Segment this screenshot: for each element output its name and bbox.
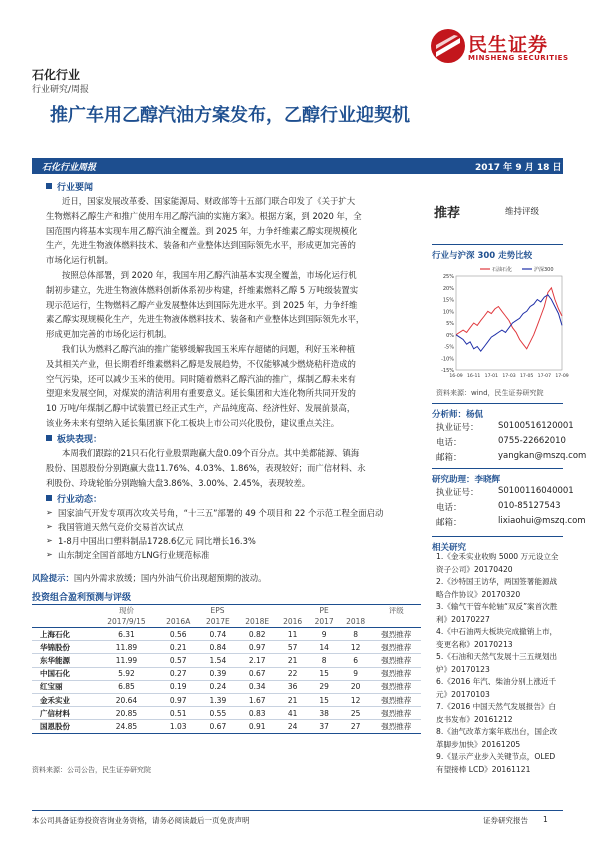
news-paragraph-1: [46, 194, 416, 268]
y-tick-label: 5%: [446, 321, 454, 327]
square-bullet-icon: [46, 183, 52, 189]
contact-label: 执业证号：: [436, 488, 479, 498]
text-line: 空气污染，还可以减少玉米的使用。同时随着燃料乙醇汽油的推广，煤制乙醇未来有: [46, 373, 356, 384]
rating: 推荐: [434, 206, 461, 221]
brand-name: 民生证券: [468, 34, 549, 56]
table-cell: 9: [340, 667, 372, 680]
rating-note: 维持评级: [505, 207, 540, 217]
table-subheader: [371, 616, 421, 628]
company-name: 东华能源: [32, 654, 95, 667]
table-cell: 0.97: [158, 693, 198, 706]
text-line: 我们认为燃料乙醇汽油的推广能够缓解我国玉米库存超储的问题，利好玉米种植: [62, 344, 356, 354]
related-report-link[interactable]: 3.《输气干管车轮轴“双反”案首次胜利》20170227: [436, 602, 558, 624]
text-line: 按照总体部署，到 2020 年，我国车用乙醇汽油基本实现全覆盖，市场化运行机: [62, 270, 357, 280]
event-text: 我国管道天然气竞价交易首次试点: [58, 522, 184, 532]
footer-divider: [32, 810, 563, 811]
table-cell: 24: [277, 720, 309, 733]
table-cell: 强烈推荐: [371, 680, 421, 693]
table-subheader: 2017: [308, 616, 340, 628]
table-cell: 9: [308, 628, 340, 641]
arrow-bullet-icon: ➢: [46, 536, 53, 545]
report-type: 行业研究/周报: [32, 85, 90, 95]
table-header-blank: [32, 605, 95, 617]
table-cell: 2.17: [238, 654, 277, 667]
table-cell: 0.21: [158, 641, 198, 654]
events-heading: 行业动态：: [46, 492, 102, 505]
text-line: 股份、国恩股份分别跑赢大盘11.76%、4.03%、1.86%，表现较好；而广信材料、永: [46, 462, 366, 473]
table-cell: 强烈推荐: [371, 641, 421, 654]
y-tick-label: 10%: [442, 309, 454, 316]
company-name: 上海石化: [32, 628, 95, 641]
text-line: 利股份、玲珑轮胎分别跑输大盘3.86%、3.00%、2.45%，表现较差。: [46, 477, 311, 488]
table-cell: 15: [308, 667, 340, 680]
table-cell: 1.39: [198, 693, 237, 706]
table-cell: 0.82: [238, 628, 277, 641]
series-line-2: [456, 295, 562, 351]
disclaimer-link: 本公司具备证券投资咨询业务资格，请务必阅读最后一页免责声明: [32, 816, 250, 825]
text-line: 近日，国家发展改革委、国家能源局、财政部等十五部门联合印发了《关于扩大: [62, 196, 356, 206]
text-line: 市场化运行机制。: [46, 255, 113, 266]
y-tick-label: 15%: [442, 297, 454, 304]
table-subheader: 2016A: [158, 616, 198, 628]
table-header-pe: PE: [277, 605, 372, 617]
contact-row: [436, 501, 562, 516]
table-cell: 11.89: [95, 641, 159, 654]
table-cell: 38: [308, 707, 340, 720]
related-report-link[interactable]: 8.《油气改革方案年底出台，国企改革脚步加快》20161205: [436, 727, 558, 749]
text-line: 素乙醇实现规模化生产，先进生物液体燃料技术、装备和产业整体达到国际领先水平，: [46, 314, 365, 325]
sector-paragraph: [46, 446, 416, 490]
table-header-price: 现价: [95, 605, 159, 617]
bar-report-name: 石化行业周报: [42, 163, 97, 173]
contact-row: [436, 486, 574, 501]
company-name: 华锦股份: [32, 641, 95, 654]
table-cell: 0.97: [238, 641, 277, 654]
event-item: [46, 534, 416, 548]
text-line: 国范围内将基本实现车用乙醇汽油全覆盖。到 2025 年，力争纤维素乙醇实现规模化: [46, 225, 358, 236]
square-bullet-icon: [46, 495, 52, 501]
trend-chart: [430, 262, 569, 385]
minsheng-logo-icon: [430, 28, 466, 64]
assistant-heading: 研究助理：李晓辉: [432, 468, 563, 485]
y-tick-label: -5%: [444, 344, 454, 351]
risk-note: 风险提示：国内外需求放缓；国内外油气价出现超预期的波动。: [32, 573, 267, 583]
table-row: [32, 720, 421, 733]
x-tick-label: 17-03: [502, 374, 516, 379]
contact-row: [436, 451, 587, 466]
table-cell: 0.67: [238, 667, 277, 680]
arrow-bullet-icon: ➢: [46, 550, 53, 559]
table-cell: 20: [340, 680, 372, 693]
event-text: 1-8月中国出口塑料制品1728.6亿元 同比增长16.3%: [58, 536, 256, 546]
events-list: [46, 506, 416, 562]
text-line: 制初步建立，先进生物液体燃料创新体系初步构建，纤维素燃料乙醇 5 万吨级装置实: [46, 284, 359, 295]
text-line: 望迎来发展空间，对煤炭的清洁利用有重要意义。延长集团和大连化物所共同开发的: [46, 388, 356, 399]
x-tick-label: 17-05: [519, 374, 534, 379]
table-cell: 0.27: [158, 667, 198, 680]
contact-row: [436, 436, 566, 451]
table-row: [32, 693, 421, 706]
assistant-info: [436, 486, 586, 531]
industry-news-heading: 行业要闻: [46, 180, 93, 193]
text-line: 形成更加完善的市场化运行机制。: [46, 329, 172, 340]
related-list: [436, 551, 562, 776]
event-item: [46, 506, 416, 520]
table-cell: 14: [308, 641, 340, 654]
contact-value: 010-85127543: [498, 501, 561, 511]
industry-label: 石化行业: [32, 68, 81, 82]
table-cell: 27: [340, 720, 372, 733]
contact-row: [436, 516, 586, 531]
table-subheader: 2018E: [238, 616, 277, 628]
contact-value: yangkan@mszq.com: [498, 451, 587, 461]
footer-label: 证券研究报告: [483, 816, 528, 825]
table-cell: 21: [277, 654, 309, 667]
table-cell: 22: [277, 667, 309, 680]
table-subheader: 2017E: [198, 616, 237, 628]
table-cell: 25: [340, 707, 372, 720]
contact-value: S0100516120001: [498, 421, 574, 431]
table-row: [32, 667, 421, 680]
table-cell: 0.74: [198, 628, 237, 641]
table-header-rating: 评级: [371, 605, 421, 617]
table-cell: 6: [340, 654, 372, 667]
x-tick-label: 17-07: [537, 374, 552, 379]
table-cell: 24.85: [95, 720, 159, 733]
x-tick-label: 17-09: [555, 374, 569, 379]
table-subheader: 2018: [340, 616, 372, 628]
table-row: [32, 628, 421, 641]
company-name: 国恩股份: [32, 720, 95, 733]
table-cell: 11.99: [95, 654, 159, 667]
event-item: [46, 520, 416, 534]
arrow-bullet-icon: ➢: [46, 508, 53, 517]
table-header-eps: EPS: [158, 605, 277, 617]
analyst-heading: 分析师：杨侃: [432, 403, 563, 420]
table-cell: 0.56: [158, 628, 198, 641]
y-tick-label: -10%: [441, 356, 454, 363]
table-cell: 6.85: [95, 680, 159, 693]
table-row: [32, 680, 421, 693]
table-cell: 0.24: [198, 680, 237, 693]
company-name: 红宝丽: [32, 680, 95, 693]
company-name: 广信材料: [32, 707, 95, 720]
related-report-link[interactable]: 9.《显示产业步入关键节点，OLED 有望接棒 LCD》20161121: [436, 752, 556, 774]
x-tick-label: 16-09: [449, 374, 463, 379]
text-line: 本周我们跟踪的21只石化行业股票跑赢大盘0.09个百分点。其中美都能源、镇海: [62, 448, 360, 458]
table-cell: 0.67: [198, 720, 237, 733]
table-cell: 8: [340, 628, 372, 641]
table-cell: 0.19: [158, 680, 198, 693]
table-cell: 0.57: [158, 654, 198, 667]
table-cell: 57: [277, 641, 309, 654]
related-report-link[interactable]: 7.《2016 中国天然气发展报告》白皮书发布》20161212: [436, 702, 557, 724]
x-tick-label: 16-11: [466, 374, 481, 379]
contact-label: 电话：: [436, 503, 462, 513]
news-paragraph-3: [46, 342, 416, 431]
page-number: 1: [543, 815, 548, 824]
table-subheader: 2016: [277, 616, 309, 628]
legend-label: 石油石化: [492, 267, 513, 273]
table-cell: 1.54: [198, 654, 237, 667]
table-cell: 0.83: [238, 707, 277, 720]
y-tick-label: 0%: [446, 332, 454, 339]
table-cell: 20.64: [95, 693, 159, 706]
table-title: 投资组合盈利预测与评级: [32, 593, 132, 603]
related-report-link[interactable]: 1.《金禾实业收购 5000 万元设立全资子公司》20170420: [436, 552, 559, 574]
table-cell: 强烈推荐: [371, 654, 421, 667]
table-cell: 0.51: [158, 707, 198, 720]
table-cell: 1.67: [238, 693, 277, 706]
contact-row: [436, 421, 574, 436]
square-bullet-icon: [46, 435, 52, 441]
event-item: [46, 548, 416, 562]
contact-value: 0755-22662010: [498, 436, 566, 446]
table-cell: 0.84: [198, 641, 237, 654]
table-cell: 41: [277, 707, 309, 720]
table-cell: 12: [340, 693, 372, 706]
table-source: 资料来源：公司公告，民生证券研究院: [32, 766, 151, 774]
table-cell: 15: [308, 693, 340, 706]
related-report-link[interactable]: 2.《沙特国王访华，两国签署能源战略合作协议》20170320: [436, 577, 558, 599]
event-text: 山东制定全国首部地方LNG行业规范标准: [58, 550, 210, 560]
related-report-link[interactable]: 4.《中石油两大板块完成撤销上市，变更名称》20170213: [436, 627, 558, 649]
company-name: 金禾实业: [32, 693, 95, 706]
contact-label: 邮箱：: [436, 453, 462, 463]
text-line: 生物燃料乙醇生产和推广使用车用乙醇汽油的实施方案》。根据方案，到 2020 年，全: [46, 210, 362, 221]
company-name: 中国石化: [32, 667, 95, 680]
chart-source: 资料来源：wind，民生证券研究院: [436, 389, 544, 397]
table-cell: 5.92: [95, 667, 159, 680]
text-line: 10 万吨/年煤制乙醇中试装置已经正式生产，产品纯度高、经济性好、发展前景高，: [46, 403, 356, 414]
related-report-link[interactable]: 5.《石油和天然气发展十三五规划出炉》20170123: [436, 652, 558, 674]
table-cell: 强烈推荐: [371, 707, 421, 720]
table-cell: 0.34: [238, 680, 277, 693]
table-cell: 11: [277, 628, 309, 641]
news-paragraph-2: [46, 268, 416, 342]
event-text: 国家油气开发专项再次攻关号角，“十三五”部署的 49 个项目和 22 个示范工程全面启动: [58, 508, 384, 518]
analyst-info: [436, 421, 587, 466]
y-tick-label: 25%: [442, 274, 454, 280]
table-cell: 0.55: [198, 707, 237, 720]
x-tick-label: 17-01: [484, 374, 499, 379]
earnings-forecast-table: [32, 604, 421, 734]
table-cell: 强烈推荐: [371, 667, 421, 680]
contact-label: 执业证号：: [436, 423, 479, 433]
table-cell: 36: [277, 680, 309, 693]
table-cell: 6.31: [95, 628, 159, 641]
table-cell: 强烈推荐: [371, 720, 421, 733]
table-cell: 12: [340, 641, 372, 654]
report-date: 2017 年 9 月 18 日: [475, 163, 562, 173]
table-subheader: 2017/9/15: [95, 616, 159, 628]
table-cell: 0.39: [198, 667, 237, 680]
page-title: 推广车用乙醇汽油方案发布，乙醇行业迎契机: [50, 105, 410, 126]
chart-title: 行业与沪深 300 走势比较: [432, 244, 563, 261]
table-row: [32, 641, 421, 654]
series-line-1: [456, 288, 562, 349]
table-cell: 37: [308, 720, 340, 733]
related-report-link[interactable]: 6.《2016 年汽、柴油分别上涨近千元》20170103: [436, 677, 557, 699]
table-cell: 29: [308, 680, 340, 693]
text-line: 现示范运行，生物燃料乙醇产业发展整体达到国际先进水平。到 2025 年，力争纤维: [46, 299, 358, 310]
table-row: [32, 654, 421, 667]
legend-label: 沪深300: [534, 267, 554, 273]
plot-frame: [456, 276, 562, 370]
text-line: 该业务未来有望纳入延长集团旗下化工板块上市公司兴化股份，建议重点关注。: [46, 417, 340, 428]
related-heading: 相关研究: [432, 536, 563, 553]
y-tick-label: 20%: [442, 285, 454, 292]
table-cell: 0.91: [238, 720, 277, 733]
contact-label: 邮箱：: [436, 518, 462, 528]
contact-value: lixiaohui@mszq.com: [498, 516, 586, 526]
sector-heading: 板块表现：: [46, 432, 102, 445]
arrow-bullet-icon: ➢: [46, 522, 53, 531]
brand-name-en: MINSHENG SECURITIES: [468, 54, 569, 62]
text-line: 及其相关产业，但长期看纤维素燃料乙醇是发展趋势，不仅能够减少燃烧秸秆造成的: [46, 358, 356, 369]
table-row: [32, 707, 421, 720]
text-line: 生产，先进生物液体燃料技术、装备和产业整体达到国际领先水平，形成更加完善的: [46, 240, 356, 251]
y-tick-label: -15%: [441, 368, 454, 374]
table-cell: 8: [308, 654, 340, 667]
table-cell: 1.03: [158, 720, 198, 733]
table-cell: 强烈推荐: [371, 693, 421, 706]
table-cell: 20.85: [95, 707, 159, 720]
contact-value: S0100116040001: [498, 486, 574, 496]
table-cell: 强烈推荐: [371, 628, 421, 641]
contact-label: 电话：: [436, 438, 462, 448]
table-cell: 21: [277, 693, 309, 706]
table-subheader: [32, 616, 95, 628]
